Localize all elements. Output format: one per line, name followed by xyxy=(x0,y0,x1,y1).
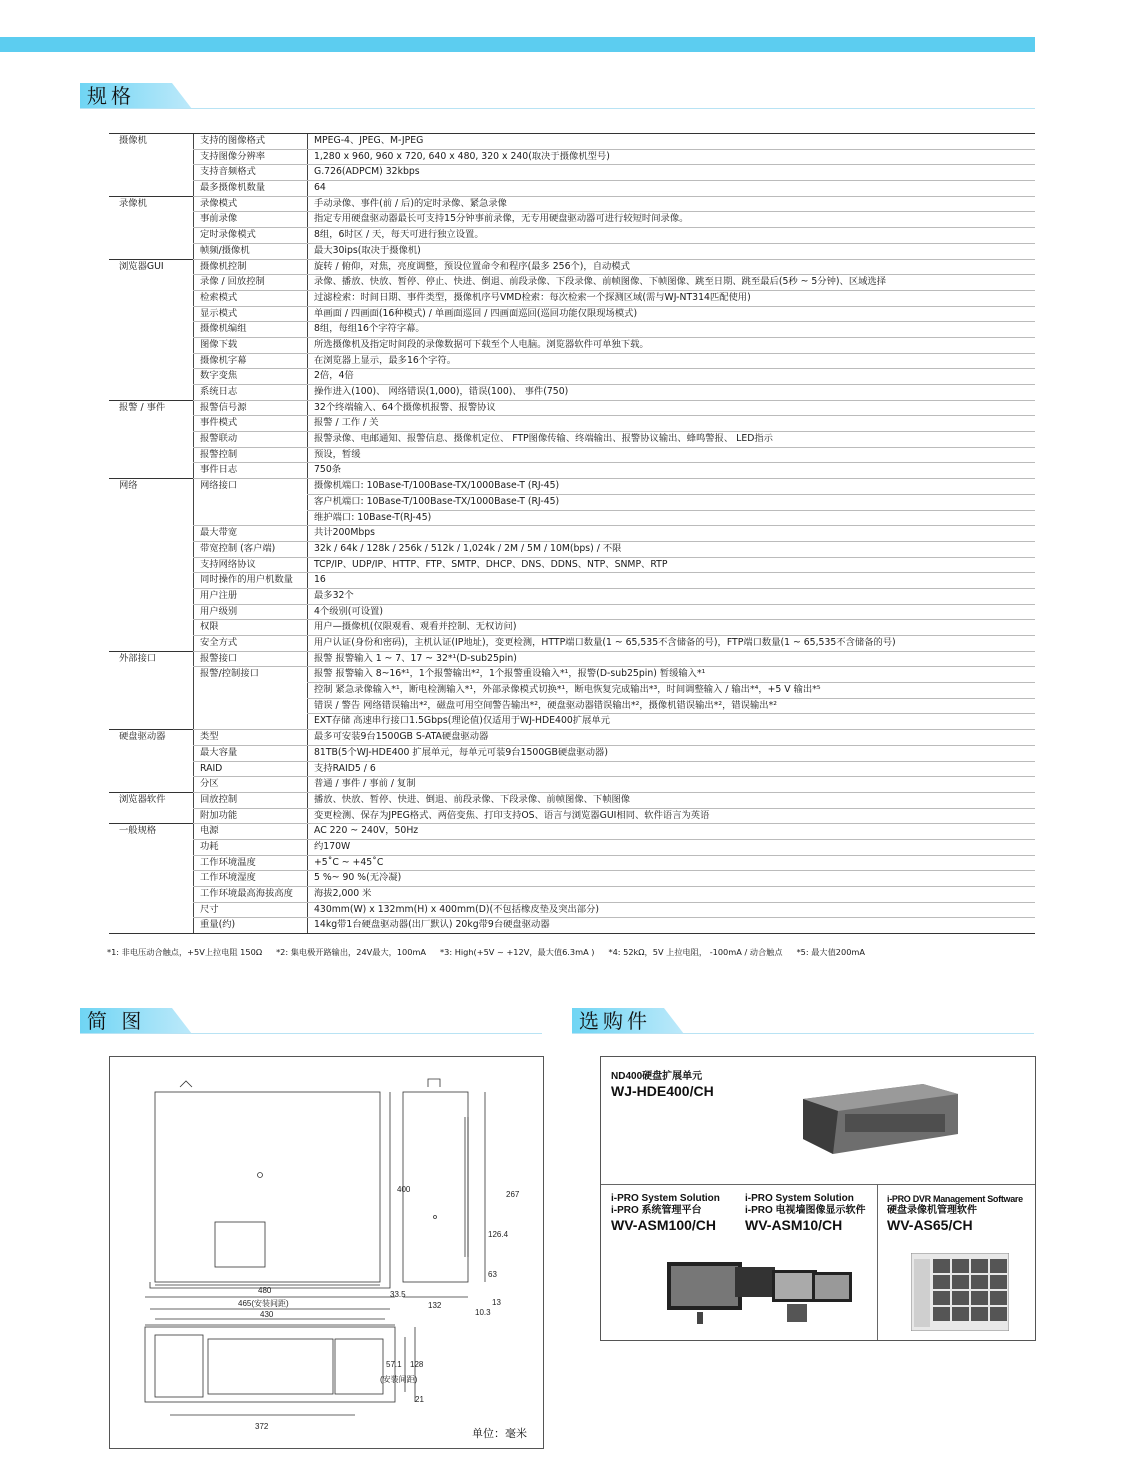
spec-item: 最大带宽 xyxy=(194,526,308,542)
spec-row xyxy=(109,322,1035,338)
spec-category xyxy=(109,808,194,824)
options-title: 选购件 xyxy=(579,1009,651,1033)
spec-category: 录像机 xyxy=(109,196,194,212)
dim-label-57-1: 57.1 xyxy=(386,1360,402,1369)
spec-category xyxy=(109,871,194,887)
spec-item: 报警接口 xyxy=(194,651,308,667)
spec-item xyxy=(194,683,308,699)
spec-value: 操作进入(100)、 网络错误(1,000)，错误(100)、 事件(750) xyxy=(308,385,1036,401)
spec-value: MPEG-4、JPEG、M-JPEG xyxy=(308,134,1036,150)
option-asm10-model: WV-ASM10/CH xyxy=(745,1217,843,1233)
spec-value: 指定专用硬盘驱动器最长可支持15分钟事前录像，无专用硬盘驱动器可进行较短时间录像。 xyxy=(308,212,1036,228)
spec-item: 数字变焦 xyxy=(194,369,308,385)
spec-category xyxy=(109,290,194,306)
spec-item: 事前录像 xyxy=(194,212,308,228)
spec-item: 报警信号源 xyxy=(194,400,308,416)
spec-value: 过滤检索：时间日期、事件类型，摄像机序号VMD检索：每次检索一个探测区域(需与WJ-NT314匹配使用) xyxy=(308,290,1036,306)
spec-value: 报警 报警输入 1 ~ 7、17 ~ 32*¹(D-sub25pin) xyxy=(308,651,1036,667)
spec-row xyxy=(109,228,1035,244)
options-divider-h xyxy=(601,1184,1035,1185)
spec-row xyxy=(109,479,1035,495)
spec-value: 旋转 / 俯仰，对焦，亮度调整，预设位置命令和程序(最多 256个)，自动模式 xyxy=(308,259,1036,275)
spec-row xyxy=(109,808,1035,824)
drawing-unit: 单位：毫米 xyxy=(472,1427,527,1440)
dim-label-465: 465(安装间距) xyxy=(238,1299,289,1308)
spec-value: EXT存储 高速串行接口1.5Gbps(理论值)仅适用于WJ-HDE400扩展单元 xyxy=(308,714,1036,730)
spec-value: 所选摄像机及指定时间段的录像数据可下载至个人电脑。浏览器软件可单独下载。 xyxy=(308,337,1036,353)
spec-row xyxy=(109,510,1035,526)
spec-row xyxy=(109,463,1035,479)
spec-row xyxy=(109,887,1035,903)
spec-row xyxy=(109,494,1035,510)
spec-category xyxy=(109,541,194,557)
spec-item: 功耗 xyxy=(194,839,308,855)
spec-row xyxy=(109,181,1035,197)
spec-value: 维护端口: 10Base-T(RJ-45) xyxy=(308,510,1036,526)
footnote: *5: 最大值200mA xyxy=(796,947,865,957)
spec-item xyxy=(194,714,308,730)
spec-value: 32k / 64k / 128k / 256k / 512k / 1,024k / 2M / 5M / 10M(bps) / 不限 xyxy=(308,541,1036,557)
spec-category xyxy=(109,918,194,934)
spec-value: +5˚C ~ +45˚C xyxy=(308,855,1036,871)
top-view-screw xyxy=(258,1173,263,1178)
spec-category xyxy=(109,557,194,573)
spec-category xyxy=(109,353,194,369)
spec-category xyxy=(109,447,194,463)
top-view-outline xyxy=(155,1092,380,1282)
spec-item: 报警联动 xyxy=(194,432,308,448)
spec-row xyxy=(109,871,1035,887)
drawing-section-header xyxy=(80,1008,542,1034)
spec-row xyxy=(109,306,1035,322)
dim-label-126-4: 126.4 xyxy=(488,1230,509,1239)
spec-category: 网络 xyxy=(109,479,194,495)
spec-value: 最多32个 xyxy=(308,588,1036,604)
spec-value: 约170W xyxy=(308,839,1036,855)
spec-category xyxy=(109,777,194,793)
spec-item: 用户级别 xyxy=(194,604,308,620)
spec-item: 帧频/摄像机 xyxy=(194,243,308,259)
spec-value: AC 220 ~ 240V，50Hz xyxy=(308,824,1036,840)
spec-item: 事件模式 xyxy=(194,416,308,432)
spec-item xyxy=(194,698,308,714)
dim-label-10-3: 10.3 xyxy=(475,1308,491,1317)
spec-value: G.726(ADPCM) 32kbps xyxy=(308,165,1036,181)
option-hde400-subtitle: ND400硬盘扩展单元 xyxy=(611,1071,703,1082)
drawing-title: 简 图 xyxy=(87,1009,146,1033)
option-as65 xyxy=(887,1193,1023,1234)
option-asm10-line2: i-PRO 电视墙图像显示软件 xyxy=(745,1205,866,1216)
spec-item: 支持音频格式 xyxy=(194,165,308,181)
footnotes xyxy=(107,947,1037,958)
options-panel xyxy=(600,1056,1036,1341)
spec-header-rule xyxy=(80,108,1035,109)
dim-label-21: 21 xyxy=(415,1395,424,1404)
spec-category: 一般规格 xyxy=(109,824,194,840)
spec-category xyxy=(109,698,194,714)
spec-row xyxy=(109,839,1035,855)
spec-category xyxy=(109,526,194,542)
spec-category xyxy=(109,887,194,903)
dim-label-267: 267 xyxy=(506,1190,520,1199)
spec-row xyxy=(109,777,1035,793)
spec-item: 系统日志 xyxy=(194,385,308,401)
spec-category: 硬盘驱动器 xyxy=(109,730,194,746)
option-as65-line2: 硬盘录像机管理软件 xyxy=(887,1205,977,1216)
spec-item: 网络接口 xyxy=(194,479,308,495)
spec-item: 工作环境温度 xyxy=(194,855,308,871)
spec-category xyxy=(109,337,194,353)
top-view-handles xyxy=(150,1081,390,1288)
spec-row xyxy=(109,134,1035,150)
spec-category: 外部接口 xyxy=(109,651,194,667)
spec-category xyxy=(109,432,194,448)
spec-value: 变更检测、保存为JPEG格式、两倍变焦、打印支持OS、语言与浏览器GUI相同、软件语言为英语 xyxy=(308,808,1036,824)
spec-row xyxy=(109,855,1035,871)
spec-section-header xyxy=(80,83,1035,109)
spec-row xyxy=(109,259,1035,275)
spec-value: 81TB(5个WJ-HDE400 扩展单元，每单元可装9台1500GB硬盘驱动器) xyxy=(308,745,1036,761)
spec-row xyxy=(109,557,1035,573)
spec-value: 用户—摄像机(仅限观看、观看并控制、无权访问) xyxy=(308,620,1036,636)
spec-value: 14kg带1台硬盘驱动器(出厂默认) 20kg带9台硬盘驱动器 xyxy=(308,918,1036,934)
spec-value: TCP/IP、UDP/IP、HTTP、FTP、SMTP、DHCP、DNS、DDNS、NTP、SNMP、RTP xyxy=(308,557,1036,573)
footnote: *4: 52kΩ，5V 上拉电阻， -100mA / 动合触点 xyxy=(608,947,783,957)
spec-row xyxy=(109,573,1035,589)
side-view-handle xyxy=(428,1079,440,1087)
dim-label-63: 63 xyxy=(488,1270,497,1279)
spec-item: 回放控制 xyxy=(194,792,308,808)
spec-row xyxy=(109,432,1035,448)
top-accent-bar xyxy=(0,37,1035,52)
dim-label-mount-pitch: (安装间距) xyxy=(380,1375,418,1384)
dimension-drawing-svg xyxy=(110,1057,543,1448)
spec-value: 5 %~ 90 %(无冷凝) xyxy=(308,871,1036,887)
spec-item: 权限 xyxy=(194,620,308,636)
option-asm10 xyxy=(745,1193,866,1234)
spec-value: 750条 xyxy=(308,463,1036,479)
spec-category xyxy=(109,369,194,385)
spec-category xyxy=(109,839,194,855)
spec-row xyxy=(109,541,1035,557)
spec-value: 预设，暂缓 xyxy=(308,447,1036,463)
spec-value: 用户认证(身份和密码)，主机认证(IP地址)，变更检测，HTTP端口数量(1 ~ 65,535不含储备的号)，FTP端口数量(1 ~ 65,535不含储备的号) xyxy=(308,636,1036,652)
spec-category xyxy=(109,463,194,479)
spec-row xyxy=(109,290,1035,306)
spec-category xyxy=(109,385,194,401)
spec-category: 报警 / 事件 xyxy=(109,400,194,416)
spec-item: 带宽控制 (客户端) xyxy=(194,541,308,557)
spec-item: 用户注册 xyxy=(194,588,308,604)
spec-value: 控制 紧急录像输入*¹，断电检测输入*¹，外部录像模式切换*¹，断电恢复完成输出*³，时间调整输入 / 输出*⁴，+5 V 输出*⁵ xyxy=(308,683,1036,699)
spec-item: 类型 xyxy=(194,730,308,746)
spec-value: 报警录像、电邮通知、报警信息、摄像机定位、 FTP图像传输、终端输出、报警协议输出、蜂鸣警报、 LED指示 xyxy=(308,432,1036,448)
spec-category xyxy=(109,322,194,338)
spec-row xyxy=(109,212,1035,228)
spec-item: 支持网络协议 xyxy=(194,557,308,573)
spec-item: 录像模式 xyxy=(194,196,308,212)
spec-item xyxy=(194,494,308,510)
spec-category xyxy=(109,855,194,871)
spec-category: 摄像机 xyxy=(109,134,194,150)
dim-label-400: 400 xyxy=(397,1185,411,1194)
spec-item: 检索模式 xyxy=(194,290,308,306)
spec-category xyxy=(109,306,194,322)
spec-value: 播放、快放、暂停、快进、倒退、前段录像、下段录像、前帧图像、下帧图像 xyxy=(308,792,1036,808)
spec-row xyxy=(109,902,1035,918)
spec-category xyxy=(109,165,194,181)
spec-category xyxy=(109,212,194,228)
spec-category xyxy=(109,494,194,510)
spec-item: 定时录像模式 xyxy=(194,228,308,244)
options-section-header xyxy=(572,1008,1034,1034)
spec-category xyxy=(109,761,194,777)
spec-item: 摄像机编组 xyxy=(194,322,308,338)
spec-row xyxy=(109,620,1035,636)
spec-value: 在浏览器上显示，最多16个字符。 xyxy=(308,353,1036,369)
monitors-image xyxy=(667,1252,857,1332)
spec-row xyxy=(109,683,1035,699)
spec-table xyxy=(109,133,1035,934)
spec-value: 430mm(W) x 132mm(H) x 400mm(D)(不包括橡皮垫及突出部分) xyxy=(308,902,1036,918)
front-view-outline xyxy=(145,1327,395,1402)
spec-row xyxy=(109,353,1035,369)
spec-category xyxy=(109,745,194,761)
spec-value: 共计200Mbps xyxy=(308,526,1036,542)
options-header-rule xyxy=(572,1033,1034,1034)
spec-category xyxy=(109,510,194,526)
spec-category xyxy=(109,573,194,589)
spec-value: 2倍，4倍 xyxy=(308,369,1036,385)
spec-value: 支持RAID5 / 6 xyxy=(308,761,1036,777)
spec-row xyxy=(109,730,1035,746)
spec-category xyxy=(109,588,194,604)
spec-category xyxy=(109,243,194,259)
option-hde400 xyxy=(611,1071,714,1100)
top-view-label-plate xyxy=(215,1222,265,1267)
spec-row xyxy=(109,149,1035,165)
spec-item: 尺寸 xyxy=(194,902,308,918)
spec-category xyxy=(109,604,194,620)
option-asm100 xyxy=(611,1193,720,1234)
spec-item: 分区 xyxy=(194,777,308,793)
footnote: *2: 集电极开路输出，24V最大，100mA xyxy=(276,947,427,957)
spec-row xyxy=(109,385,1035,401)
spec-value: 客户机端口: 10Base-T/100Base-TX/1000Base-T (RJ-45) xyxy=(308,494,1036,510)
spec-row xyxy=(109,918,1035,934)
spec-item: 摄像机控制 xyxy=(194,259,308,275)
spec-item: 同时操作的用户机数量 xyxy=(194,573,308,589)
option-asm100-line2: i-PRO 系统管理平台 xyxy=(611,1205,702,1216)
spec-item: 电源 xyxy=(194,824,308,840)
spec-item: 最大容量 xyxy=(194,745,308,761)
spec-row xyxy=(109,447,1035,463)
dimension-drawing xyxy=(109,1056,544,1449)
dim-label-33-5: 33.5 xyxy=(390,1290,406,1299)
spec-category xyxy=(109,620,194,636)
spec-item: RAID xyxy=(194,761,308,777)
spec-row xyxy=(109,416,1035,432)
spec-row xyxy=(109,667,1035,683)
spec-item: 报警/控制接口 xyxy=(194,667,308,683)
spec-item: 重量(约) xyxy=(194,918,308,934)
spec-value: 16 xyxy=(308,573,1036,589)
spec-row xyxy=(109,824,1035,840)
spec-value: 普通 / 事件 / 事前 / 复制 xyxy=(308,777,1036,793)
spec-row xyxy=(109,636,1035,652)
spec-row xyxy=(109,337,1035,353)
spec-row xyxy=(109,761,1035,777)
spec-row xyxy=(109,714,1035,730)
option-as65-line1: i-PRO DVR Management Software xyxy=(887,1194,1023,1204)
spec-category xyxy=(109,683,194,699)
spec-value: 摄像机端口: 10Base-T/100Base-TX/1000Base-T (RJ-45) xyxy=(308,479,1036,495)
spec-category: 浏览器软件 xyxy=(109,792,194,808)
dim-label-430: 430 xyxy=(260,1310,274,1319)
spec-row xyxy=(109,651,1035,667)
spec-item: 支持图像分辨率 xyxy=(194,149,308,165)
spec-item: 图像下载 xyxy=(194,337,308,353)
option-hde400-model: WJ-HDE400/CH xyxy=(611,1083,714,1099)
spec-row xyxy=(109,243,1035,259)
spec-category xyxy=(109,149,194,165)
dim-label-372: 372 xyxy=(255,1422,269,1431)
spec-row xyxy=(109,588,1035,604)
spec-value: 手动录像、事件(前 / 后)的定时录像、紧急录像 xyxy=(308,196,1036,212)
spec-value: 1,280 x 960, 960 x 720, 640 x 480, 320 x 240(取决于摄像机型号) xyxy=(308,149,1036,165)
as65-screenshot-image xyxy=(911,1253,1009,1331)
spec-value: 最大30ips(取决于摄像机) xyxy=(308,243,1036,259)
option-as65-model: WV-AS65/CH xyxy=(887,1217,973,1233)
side-view-outline xyxy=(403,1092,468,1282)
dim-label-480: 480 xyxy=(258,1286,272,1295)
spec-row xyxy=(109,792,1035,808)
spec-item: 最多摄像机数量 xyxy=(194,181,308,197)
spec-row xyxy=(109,698,1035,714)
spec-row xyxy=(109,604,1035,620)
spec-value: 最多可安装9台1500GB S-ATA硬盘驱动器 xyxy=(308,730,1036,746)
spec-category xyxy=(109,714,194,730)
dim-label-13: 13 xyxy=(492,1298,501,1307)
spec-value: 单画面 / 四画面(16种模式) / 单画面巡回 / 四画面巡回(巡回功能仅限现场模式) xyxy=(308,306,1036,322)
spec-item: 附加功能 xyxy=(194,808,308,824)
spec-item: 支持的图像格式 xyxy=(194,134,308,150)
spec-row xyxy=(109,400,1035,416)
spec-value: 4个级别(可设置) xyxy=(308,604,1036,620)
spec-item: 工作环境湿度 xyxy=(194,871,308,887)
spec-value: 8组，每组16个字符字幕。 xyxy=(308,322,1036,338)
spec-value: 报警 报警输入 8~16*¹，1个报警输出*²，1个报警重设输入*¹，报警(D-sub25pin) 暂缓输入*¹ xyxy=(308,667,1036,683)
drawing-header-rule xyxy=(80,1033,542,1034)
dim-label-128: 128 xyxy=(410,1360,424,1369)
spec-value: 海拔2,000 米 xyxy=(308,887,1036,903)
spec-item: 事件日志 xyxy=(194,463,308,479)
spec-item: 报警控制 xyxy=(194,447,308,463)
spec-item: 录像 / 回放控制 xyxy=(194,275,308,291)
spec-category xyxy=(109,181,194,197)
spec-value: 8组，6时区 / 天，每天可进行独立设置。 xyxy=(308,228,1036,244)
hde400-unit-image xyxy=(793,1079,963,1154)
option-asm100-model: WV-ASM100/CH xyxy=(611,1217,717,1233)
spec-category xyxy=(109,667,194,683)
spec-category xyxy=(109,636,194,652)
spec-value: 32个终端输入、64个摄像机报警、报警协议 xyxy=(308,400,1036,416)
spec-row xyxy=(109,165,1035,181)
spec-row xyxy=(109,526,1035,542)
spec-item: 摄像机字幕 xyxy=(194,353,308,369)
spec-title: 规格 xyxy=(87,84,135,108)
spec-value: 报警 / 工作 / 关 xyxy=(308,416,1036,432)
dim-label-132: 132 xyxy=(428,1301,442,1310)
footnote: *3: High(+5V ~ +12V，最大值6.3mA ) xyxy=(440,947,595,957)
spec-row xyxy=(109,275,1035,291)
spec-value: 64 xyxy=(308,181,1036,197)
spec-value: 录像、播放、快放、暂停、停止、快进、倒退、前段录像、下段录像、前帧图像、下帧图像、跳至日期、跳至最后(5秒 ~ 5分钟)、区域选择 xyxy=(308,275,1036,291)
spec-row xyxy=(109,196,1035,212)
spec-category xyxy=(109,902,194,918)
spec-category xyxy=(109,416,194,432)
spec-category: 浏览器GUI xyxy=(109,259,194,275)
spec-category xyxy=(109,275,194,291)
spec-row xyxy=(109,745,1035,761)
spec-value: 错误 / 警告 网络错误输出*²，磁盘可用空间警告输出*²，硬盘驱动器错误输出*²，摄像机错误输出*²，错误输出*² xyxy=(308,698,1036,714)
option-asm100-line1: i-PRO System Solution xyxy=(611,1193,720,1204)
options-divider-v xyxy=(877,1184,878,1340)
spec-category xyxy=(109,228,194,244)
spec-item: 工作环境最高海拔高度 xyxy=(194,887,308,903)
footnote: *1: 非电压动合触点，+5V上拉电阻 150Ω xyxy=(107,947,263,957)
spec-item: 显示模式 xyxy=(194,306,308,322)
spec-item xyxy=(194,510,308,526)
spec-item: 安全方式 xyxy=(194,636,308,652)
spec-row xyxy=(109,369,1035,385)
option-asm10-line1: i-PRO System Solution xyxy=(745,1193,854,1204)
